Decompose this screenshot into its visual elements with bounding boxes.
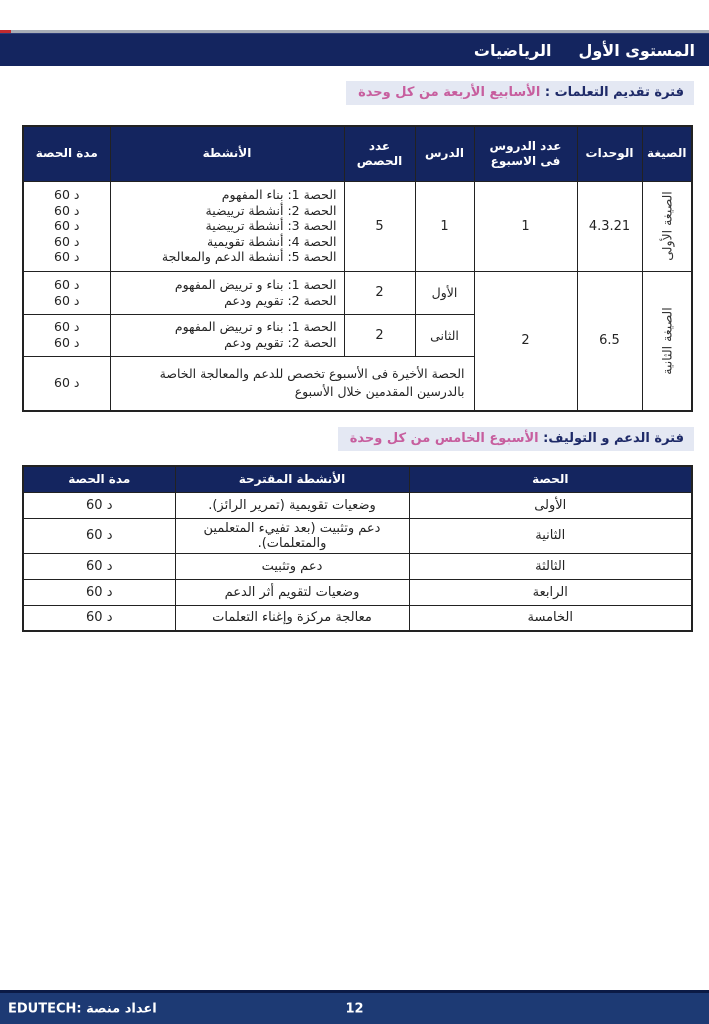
duration-cell: د 60 [23,553,175,579]
duration-line: 60 د [54,187,80,203]
activity-cell: معالجة مركزة وإغناء التعلمات [175,605,409,631]
page-header-bar [0,33,709,66]
table-row [23,271,692,314]
duration-cell: د 60 [23,605,175,631]
activity-line: الحصة 2: تقويم ودعم [224,292,337,308]
col-header-lesson: الدرس [415,126,474,181]
activity-line: الحصة 2: أنشطة ترييضية [205,202,337,218]
activity-line: الحصة 2: تقويم ودعم [224,335,337,350]
section1-label [346,81,694,105]
session-cell: الثانية [409,518,692,553]
activity-line: الحصة 1: بناء المفهوم [221,187,337,203]
section2-label-prefix: فترة الدعم و التوليف: [538,431,684,446]
duration-line: 60 د [54,233,80,249]
support-period-table [22,465,693,632]
table1-header-row [23,126,692,181]
activity-line: الحصة 5: أنشطة الدعم والمعالجة [161,249,337,265]
final-session-note-cell: الحصة الأخيرة فى الأسبوع تخصص للدعم والمعالجة الخاصة بالدرسين المقدمين خلال الأسبوع [110,356,474,411]
duration-cell: د 60 [23,518,175,553]
durations1-cell [23,181,110,271]
duration-line: 60 د [54,335,80,350]
col-header-duration2: مدة الحصة [23,466,175,492]
col-header-session: الحصة [409,466,692,492]
activity-line: الحصة 1: بناء و ترييض المفهوم [174,276,337,292]
session-cell: الخامسة [409,605,692,631]
activity-line: الحصة 1: بناء و ترييض المفهوم [174,319,337,335]
table-row [23,518,692,553]
col-header-lessons-per-week: عدد الدروس فى الاسبوع [474,126,577,181]
section2-label-highlight: الأسبوع الخامس من كل وحدة [349,431,539,446]
sigha1-vertical-label: الصيغة الأولى [659,191,675,261]
duration-line: 60 د [54,292,80,308]
duration-cell: د 60 [23,492,175,518]
durations2-cell [23,271,110,314]
col-header-duration: مدة الحصة [23,126,110,181]
col-header-units: الوحدات [577,126,642,181]
lessons-per-week2-cell: 2 [474,271,577,411]
col-header-activities: الأنشطة [110,126,344,181]
sigha2-cell [642,271,692,411]
units2-cell: 6.5 [577,271,642,411]
activity-cell: دعم وتثبيت [175,553,409,579]
duration-cell: د 60 [23,579,175,605]
durations4-cell: 60 د [23,356,110,411]
page-number: 12 [345,1001,364,1016]
table-row [23,181,692,271]
lesson2-cell: الأول [415,271,474,314]
lesson1-cell: 1 [415,181,474,271]
section1-label-prefix: فترة تقديم التعلمات : [540,85,684,100]
footer-credit: اعداد منصة :EDUTECH [8,1001,157,1016]
section1-label-highlight: الأسابيع الأربعة من كل وحدة [358,85,541,100]
duration-line: 60 د [54,218,80,234]
lessons-per-week1-cell: 1 [474,181,577,271]
col-header-suggested-activities: الأنشطة المقترحة [175,466,409,492]
session-cell: الثالثة [409,553,692,579]
page-footer-bar [0,990,709,1024]
table-row [23,605,692,631]
sessions1-cell: 5 [344,181,415,271]
units1-cell: 4.3.21 [577,181,642,271]
sessions3-cell: 2 [344,314,415,356]
activity-cell: وضعيات تقويمية (تمرير الرائز). [175,492,409,518]
duration-line: 60 د [54,202,80,218]
lesson3-cell: الثانى [415,314,474,356]
learning-period-table [22,125,693,412]
activities1-cell [110,181,344,271]
table-row [23,492,692,518]
table2-header-row [23,466,692,492]
header-level-title: المستوى الأول [578,40,695,60]
activity-cell: دعم وتثبيت (بعد تفييء المتعلمين والمتعلمات). [175,518,409,553]
duration-line: 60 د [54,276,80,292]
table-row [23,579,692,605]
duration-line: 60 د [54,249,80,265]
activity-line: الحصة 3: أنشطة ترييضية [205,218,337,234]
session-cell: الأولى [409,492,692,518]
sigha2-vertical-label: الصيغة الثانية [659,307,675,375]
durations3-cell [23,314,110,356]
session-cell: الرابعة [409,579,692,605]
activity-line: الحصة 4: أنشطة تقويمية [207,233,337,249]
col-header-sessions: عدد الحصص [344,126,415,181]
activity-cell: وضعيات لتقويم أثر الدعم [175,579,409,605]
table-row [23,553,692,579]
activities3-cell [110,314,344,356]
header-subject-title: الرياضيات [473,40,552,60]
duration-line: 60 د [54,319,80,335]
sessions2-cell: 2 [344,271,415,314]
col-header-sigha: الصيغة [642,126,692,181]
section2-label [338,427,694,451]
sigha1-cell [642,181,692,271]
activities2-cell [110,271,344,314]
